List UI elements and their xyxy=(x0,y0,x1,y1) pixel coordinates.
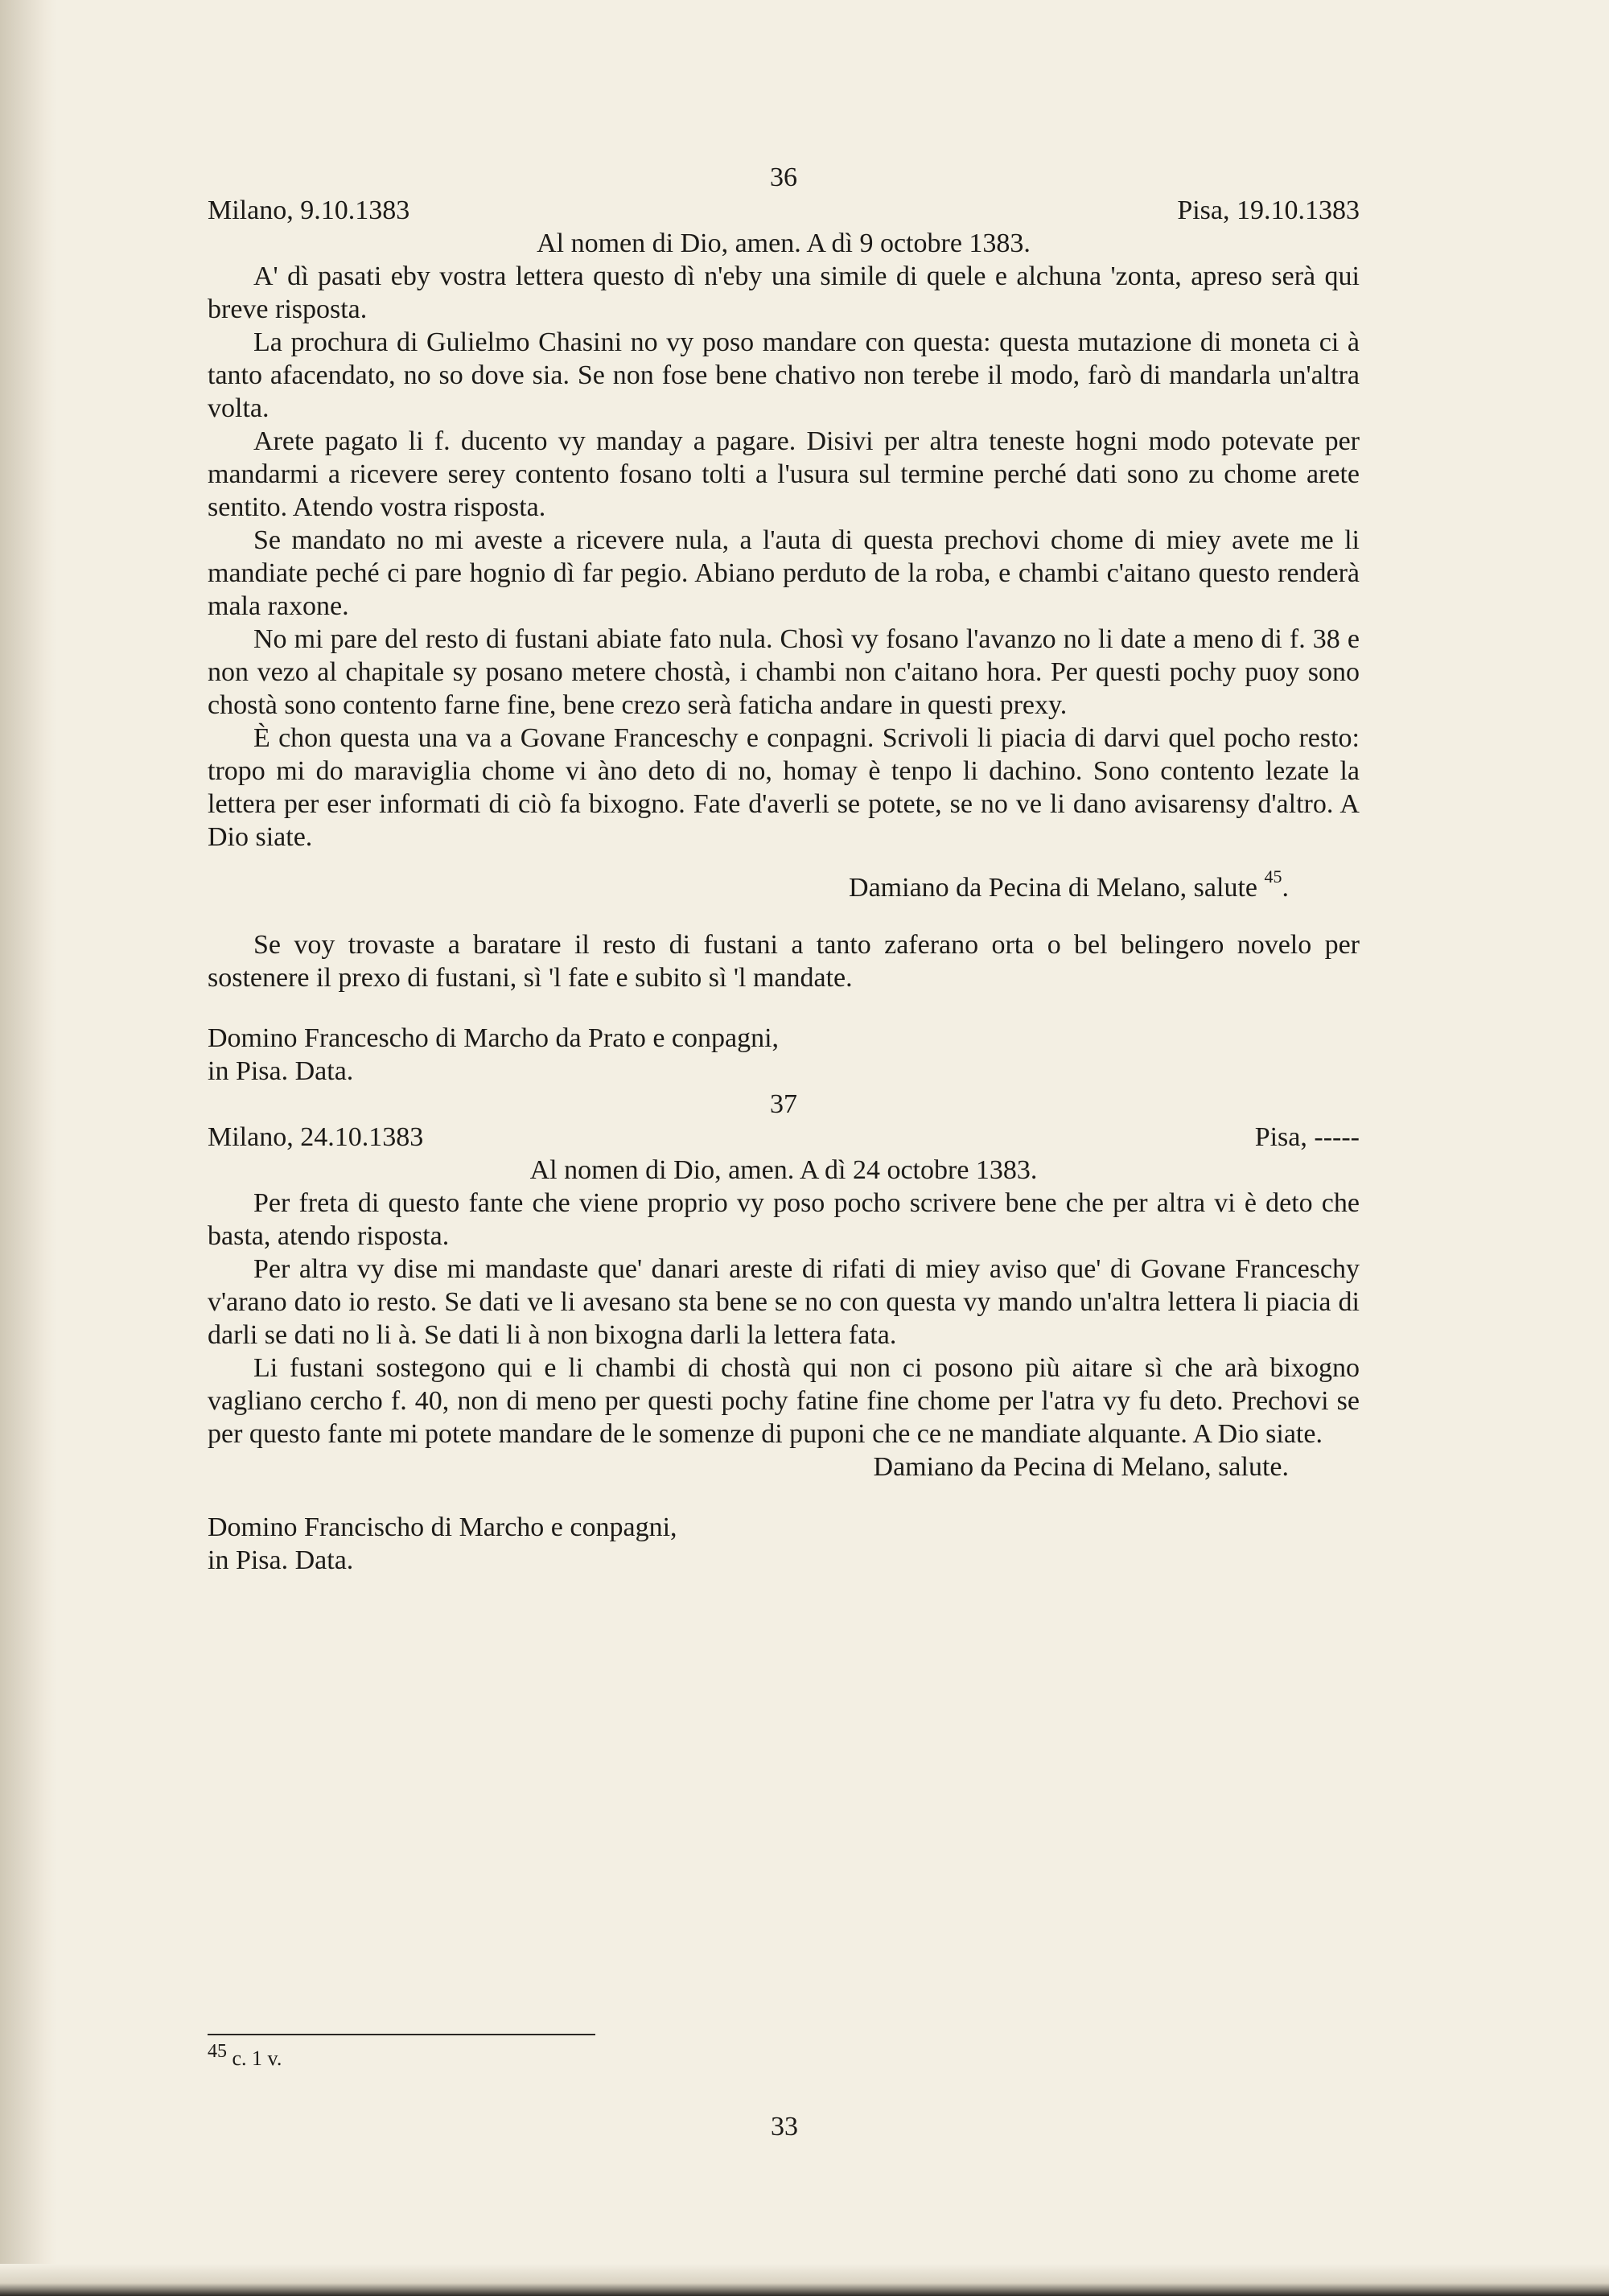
place-date-from: Milano, 9.10.1383 xyxy=(208,195,410,225)
page-bottom-edge xyxy=(0,2264,1609,2296)
letter-36 xyxy=(208,161,1360,1088)
paragraph: A' dì pasati eby vostra lettera questo dì n'eby una simile di quele e alchuna 'zonta, apreso serà qui breve risposta. xyxy=(208,261,1360,324)
footnote-marker: 45 xyxy=(208,2041,227,2062)
page-body xyxy=(208,161,1360,1577)
paragraph: Per freta di questo fante che viene proprio vy poso pocho scrivere bene che per altra vi è deto che basta, atendo risposta. xyxy=(208,1188,1360,1251)
place-date-to: Pisa, ----- xyxy=(1254,1122,1360,1152)
place-date-to: Pisa, 19.10.1383 xyxy=(1177,195,1360,225)
footnotes xyxy=(208,2034,1366,2071)
address-line: in Pisa. Data. xyxy=(208,1545,354,1575)
letter-number: 36 xyxy=(770,163,797,192)
opening-line: Al nomen di Dio, amen. A dì 9 octobre 1383. xyxy=(537,228,1031,258)
footnote-reference: 45 xyxy=(1264,866,1282,887)
page-number: 33 xyxy=(771,2112,798,2142)
signature-text: Damiano da Pecina di Melano, salute xyxy=(849,873,1257,903)
letter-header xyxy=(208,194,1360,227)
address-line: Domino Francescho di Marcho da Prato e conpagni, xyxy=(208,1023,780,1053)
paragraph: Arete pagato li f. ducento vy manday a pagare. Disivi per altra teneste hogni modo potevate per mandarmi a ricevere serey contento fosano tolti a l'usura sul termine perché dati sono zu chome arete sentito. Atendo vostra risposta. xyxy=(208,426,1360,522)
paragraph: Li fustani sostegono qui e li chambi di chostà qui non ci posono più aitare sì che arà bixogno vagliano cercho f. 40, non di meno per questi pochy fatine fine chome per l'atra vy fu deto. Prechovi se per questo fante mi potete mandare de le somenze di puponi che ce ne mandiate alquante. A Dio siate. xyxy=(208,1353,1360,1449)
address-line: Domino Francischo di Marcho e conpagni, xyxy=(208,1512,677,1542)
letter-37 xyxy=(208,1088,1360,1577)
address-line: in Pisa. Data. xyxy=(208,1056,354,1086)
page-gutter-shadow xyxy=(0,0,56,2296)
signature: Damiano da Pecina di Melano, salute. xyxy=(873,1452,1289,1482)
footnote-text: c. 1 v. xyxy=(232,2047,282,2070)
letter-number: 37 xyxy=(770,1089,797,1119)
opening-line: Al nomen di Dio, amen. A dì 24 octobre 1383. xyxy=(529,1155,1038,1185)
place-date-from: Milano, 24.10.1383 xyxy=(208,1122,424,1152)
address-block xyxy=(208,1511,1360,1577)
signature xyxy=(208,866,1360,904)
footnote-item xyxy=(208,2041,1366,2071)
paragraph: No mi pare del resto di fustani abiate fato nula. Chosì vy fosano l'avanzo no li date a meno di f. 38 e non vezo al chapitale sy posano metere chostà, i chambi non c'aitano hora. Per questi pochy puoy sono chostà sono contento farne fine, bene crezo serà faticha andare in questi prexy. xyxy=(208,624,1360,720)
paragraph: È chon questa una va a Govane Franceschy e conpagni. Scrivoli li piacia di darvi quel pocho resto: tropo mi do maraviglia chome vi àno deto di no, homay è tenpo li dachino. Sono contento lezate la lettera per eser informati di ciò fa bixogno. Fate d'averli se potete, se no ve li dano avisarensy d'altro. A Dio siate. xyxy=(208,723,1360,852)
signature-end: . xyxy=(1282,873,1289,903)
address-block xyxy=(208,1022,1360,1088)
letter-header xyxy=(208,1121,1360,1154)
paragraph: La prochura di Gulielmo Chasini no vy poso mandare con questa: questa mutazione di moneta ci à tanto afacendato, no so dove sia. Se non fose bene chativo non terebe il modo, farò di mandarla un'altra volta. xyxy=(208,327,1360,423)
postscript: Se voy trovaste a baratare il resto di fustani a tanto zaferano orta o bel belingero novelo per sostenere il prexo di fustani, sì 'l fate e subito sì 'l mandate. xyxy=(208,930,1360,993)
paragraph: Se mandato no mi aveste a ricevere nula, a l'auta di questa prechovi chome di miey avete me li mandiate peché ci pare hognio dì far pegio. Abiano perduto de la roba, e chambi c'aitano questo renderà mala raxone. xyxy=(208,525,1360,621)
paragraph: Per altra vy dise mi mandaste que' danari areste di rifati di miey aviso que' di Govane Franceschy v'arano dato io resto. Se dati ve li avesano sta bene se no con questa vy mando un'altra lettera li piacia di darli se dati no li à. Se dati li à non bixogna darli la lettera fata. xyxy=(208,1254,1360,1350)
footnote-divider xyxy=(208,2034,595,2035)
